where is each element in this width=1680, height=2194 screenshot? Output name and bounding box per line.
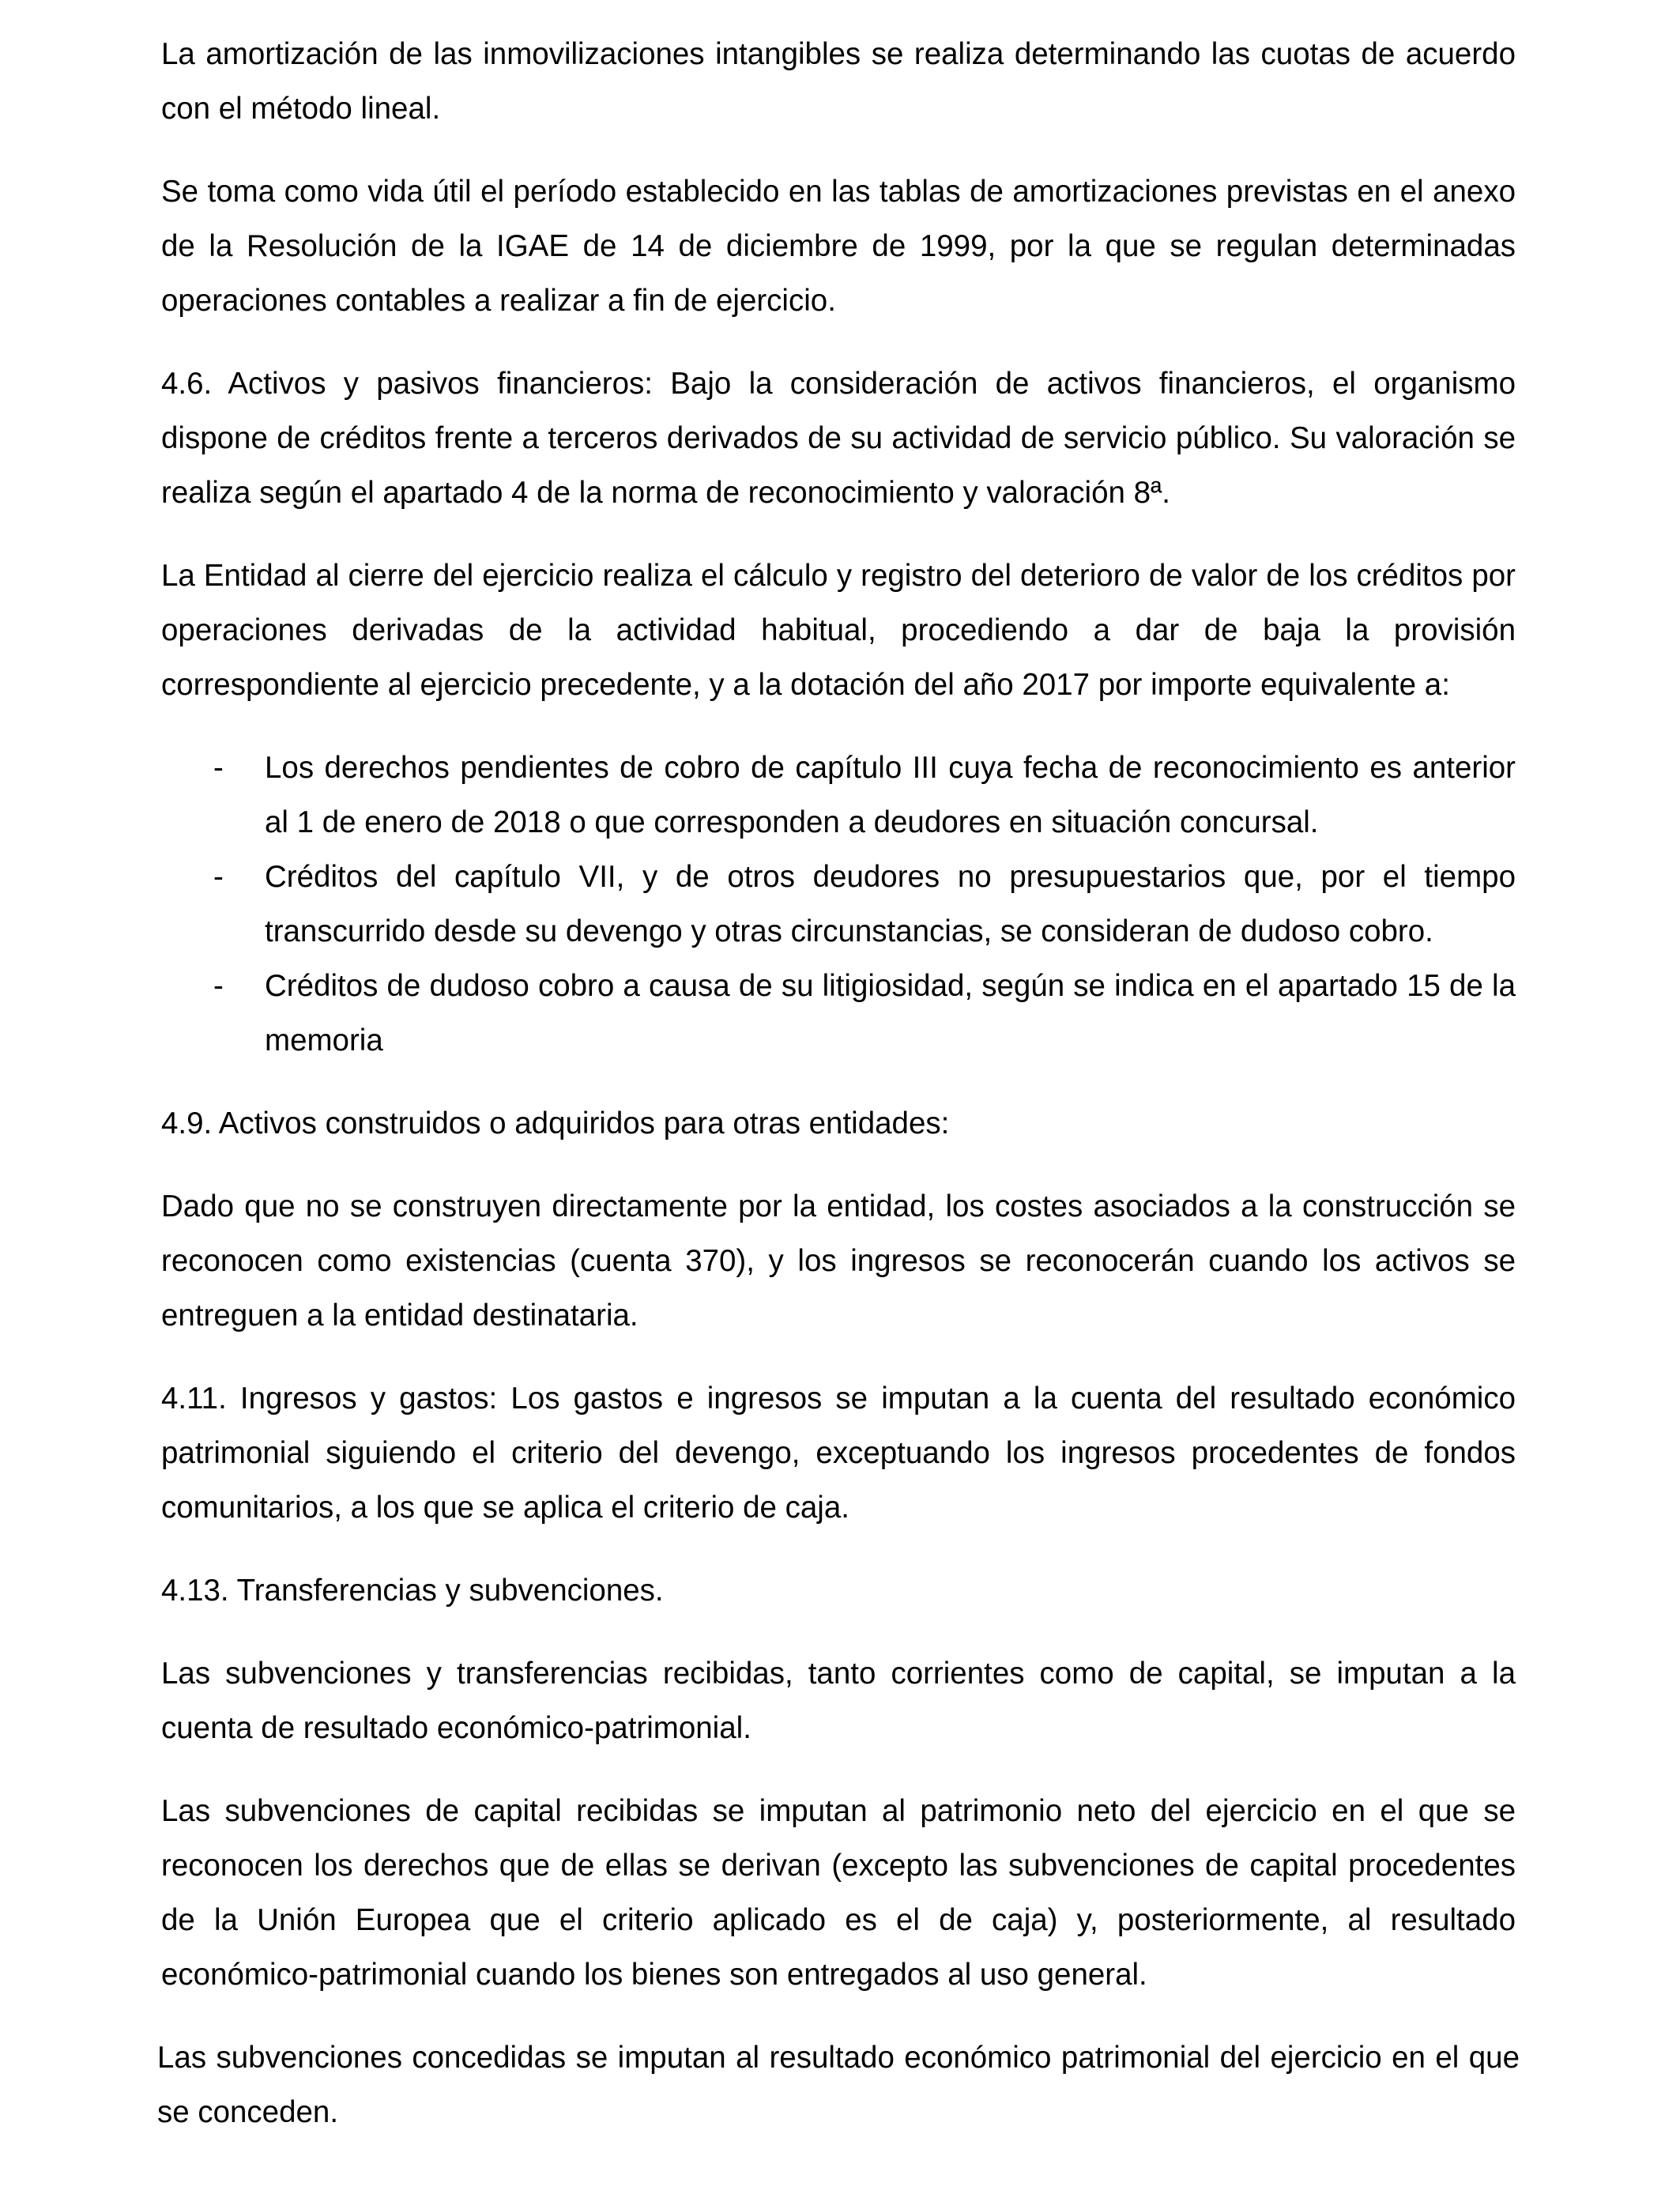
bullet-dash: - [213,969,224,1003]
deterioro-bullet-list [161,741,1516,1068]
bullet-dash: - [213,751,224,785]
paragraph-subvenciones-capital: Las subvenciones de capital recibidas se imputan al patrimonio neto del ejercicio en el que se reconocen los derechos que de ellas se derivan (excepto las subvenciones de capital procedentes de la Unión Europea que el criterio aplicado es el de caja) y, posteriormente, al resultado económico-patrimonial cuando los bienes son entregados al uso general. [161,1794,1516,1992]
paragraph-ingresos-gastos: 4.11. Ingresos y gastos: Los gastos e ingresos se imputan a la cuenta del resultado económico patrimonial siguiendo el criterio del devengo, exceptuando los ingresos procedentes de fondos comunitarios, a los que se aplica el criterio de caja. [161,1382,1516,1525]
list-item [161,850,1516,959]
bullet-text: Créditos del capítulo VII, y de otros deudores no presupuestarios que, por el tiempo transcurrido desde su devengo y otras circunstancias, se consideran de dudoso cobro. [265,860,1516,948]
paragraph-deterioro-creditos: La Entidad al cierre del ejercicio realiza el cálculo y registro del deterioro de valor de los créditos por operaciones derivadas de la actividad habitual, procediendo a dar de baja la provisión correspondiente al ejercicio precedente, y a la dotación del año 2017 por importe equivalente a: [161,559,1516,702]
list-item [161,959,1516,1068]
bullet-text: Créditos de dudoso cobro a causa de su litigiosidad, según se indica en el apartado 15 de la memoria [265,969,1516,1057]
paragraph-costes-construccion: Dado que no se construyen directamente por la entidad, los costes asociados a la construcción se reconocen como existencias (cuenta 370), y los ingresos se reconocerán cuando los activos se entreguen a la entidad destinataria. [161,1189,1516,1333]
bullet-dash: - [213,860,224,894]
paragraph-amortizacion-metodo: La amortización de las inmovilizaciones intangibles se realiza determinando las cuotas de acuerdo con el método lineal. [161,37,1516,126]
paragraph-activos-pasivos-financieros: 4.6. Activos y pasivos financieros: Bajo la consideración de activos financieros, el organismo dispone de créditos frente a terceros derivados de su actividad de servicio público. Su valoración se realiza según el apartado 4 de la norma de reconocimiento y valoración 8ª. [161,367,1516,510]
paragraph-subvenciones-concedidas: Las subvenciones concedidas se imputan al resultado económico patrimonial del ejercicio en el que se conceden. [157,2041,1520,2129]
bullet-text: Los derechos pendientes de cobro de capítulo III cuya fecha de reconocimiento es anterior al 1 de enero de 2018 o que corresponden a deudores en situación concursal. [265,751,1516,839]
heading-activos-construidos: 4.9. Activos construidos o adquiridos para otras entidades: [161,1106,950,1140]
document-body [157,27,1520,2168]
paragraph-subvenciones-recibidas: Las subvenciones y transferencias recibidas, tanto corrientes como de capital, se imputan a la cuenta de resultado económico-patrimonial. [161,1657,1516,1745]
heading-transferencias-subvenciones: 4.13. Transferencias y subvenciones. [161,1574,664,1608]
list-item [161,741,1516,850]
paragraph-vida-util: Se toma como vida útil el período establecido en las tablas de amortizaciones previstas en el anexo de la Resolución de la IGAE de 14 de diciembre de 1999, por la que se regulan determinadas operaciones contables a realizar a fin de ejercicio. [161,175,1516,318]
